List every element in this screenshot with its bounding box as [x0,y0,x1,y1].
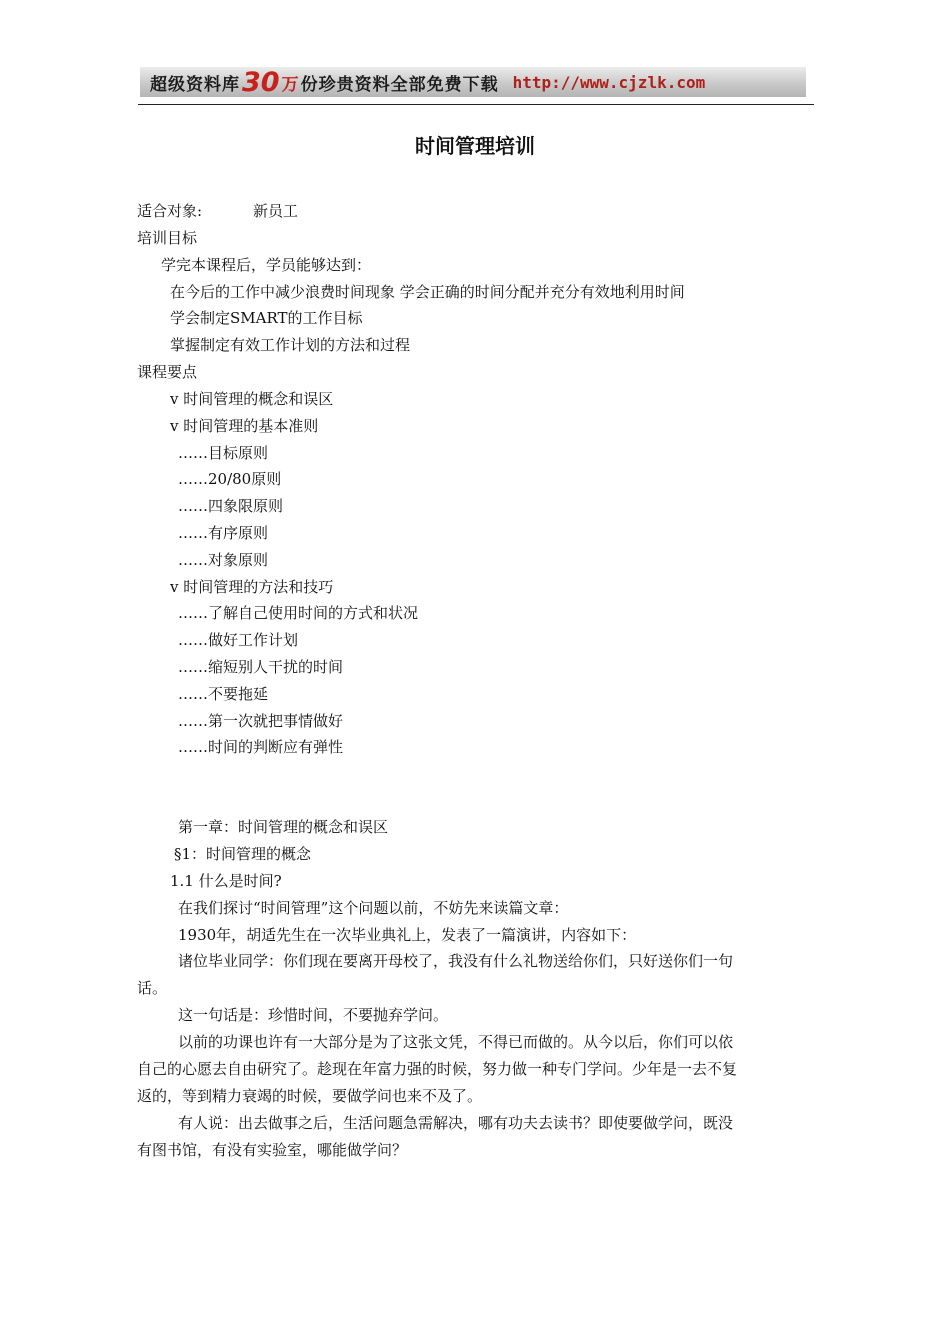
banner-text: 超级资料库 [150,74,240,95]
outline-subitem: ……时间的判断应有弹性 [178,738,344,756]
goal-item: 在今后的工作中减少浪费时间现象 学会正确的时间分配并充分有效地利用时间 [170,283,685,301]
paragraph-line: 这一句话是：珍惜时间，不要抛弃学问。 [178,1006,449,1024]
outline-subitem: ……做好工作计划 [178,631,299,649]
outline-section: v 时间管理的概念和误区 [170,390,334,408]
outline-subitem: ……不要拖延 [178,685,269,703]
outline-subitem: ……四象限原则 [178,497,284,515]
subsection-title: 1.1 什么是时间? [170,872,282,890]
target-label: 适合对象: [137,202,203,220]
paragraph-line: 自己的心愿去自由研究了。趁现在年富力强的时候，努力做一种专门学问。少年是一去不复 [137,1060,738,1078]
paragraph-line: 在我们探讨“时间管理”这个问题以前，不妨先来读篇文章： [178,899,569,917]
paragraph-line: 有人说：出去做事之后，生活问题急需解决，哪有功夫去读书？即使要做学问，既没 [178,1114,734,1132]
outline-section: v 时间管理的基本准则 [170,417,319,435]
paragraph-line: 1930年，胡适先生在一次毕业典礼上，发表了一篇演讲，内容如下： [178,926,637,944]
outline-subitem: ……对象原则 [178,551,269,569]
target-value: 新员工 [253,202,299,220]
paragraph-line: 诸位毕业同学：你们现在要离开母校了，我没有什么礼物送给你们，只好送你们一句 [178,952,734,970]
goals-heading: 培训目标 [137,229,198,247]
banner-unit: 万 [281,74,299,95]
outline-subitem: ……有序原则 [178,524,269,542]
outline-subitem: ……第一次就把事情做好 [178,712,344,730]
outline-section: v 时间管理的方法和技巧 [170,578,334,596]
goal-item: 掌握制定有效工作计划的方法和过程 [170,336,411,354]
outline-subitem: ……目标原则 [178,444,269,462]
page-title: 时间管理培训 [415,134,535,158]
banner-rest: 份珍贵资料全部免费下载 [300,74,499,95]
chapter-title: 第一章：时间管理的概念和误区 [178,818,389,836]
header-rule [138,104,814,105]
goal-item: 学会制定SMART的工作目标 [170,309,363,327]
banner-number: 30 [242,66,280,98]
paragraph-line: 话。 [137,979,168,997]
section-title: §1：时间管理的概念 [174,845,312,863]
outline-subitem: ……缩短别人干扰的时间 [178,658,344,676]
paragraph-line: 有图书馆，有没有实验室，哪能做学问？ [137,1141,408,1159]
paragraph-line: 以前的功课也许有一大部分是为了这张文凭，不得已而做的。从今以后，你们可以依 [178,1033,734,1051]
paragraph-line: 返的，等到精力衰竭的时候，要做学问也来不及了。 [137,1087,483,1105]
goals-intro: 学完本课程后，学员能够达到： [161,256,372,274]
outline-subitem: ……了解自己使用时间的方式和状况 [178,604,419,622]
banner-url[interactable]: http://www.cjzlk.com [512,72,706,92]
outline-subitem: ……20/80原则 [178,470,282,488]
outline-heading: 课程要点 [137,363,198,381]
header-banner [140,67,806,97]
